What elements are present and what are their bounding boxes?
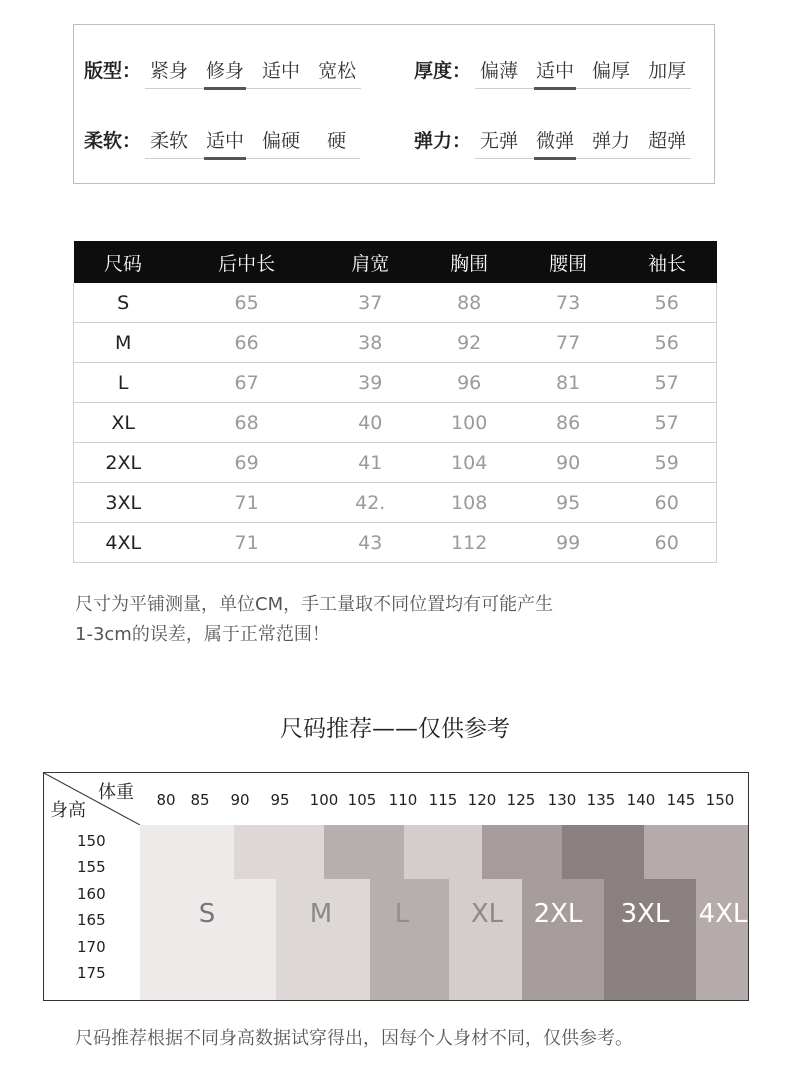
- size-zone-2xl: [522, 879, 604, 1001]
- attr-options: [475, 56, 691, 89]
- measure-cell: 57: [618, 403, 717, 443]
- measure-cell: 40: [321, 403, 420, 443]
- attr-options: [475, 126, 691, 159]
- measure-cell: 86: [519, 403, 618, 443]
- measure-cell: 68: [172, 403, 320, 443]
- size-zone-xl: [404, 825, 482, 879]
- recommend-title: 尺码推荐——仅供参考: [280, 716, 510, 742]
- size-zone-4xl: [696, 879, 749, 1001]
- size-cell: 2XL: [74, 443, 173, 483]
- weight-tick: 145: [666, 791, 696, 809]
- attr-fit: [84, 55, 361, 89]
- attr-softness: [84, 125, 360, 159]
- measure-cell: 59: [618, 443, 717, 483]
- measure-cell: 88: [420, 283, 519, 323]
- column-header: 袖长: [618, 241, 717, 283]
- measurement-note: [75, 590, 715, 650]
- size-zone-label: M: [309, 899, 333, 929]
- attr-option: 无弹: [480, 130, 519, 152]
- size-cell: L: [74, 363, 173, 403]
- size-zone-l: [370, 879, 449, 1001]
- height-tick: 160: [77, 885, 106, 903]
- weight-tick: 110: [388, 791, 418, 809]
- attr-option: 紧身: [150, 60, 189, 82]
- measure-cell: 99: [519, 523, 618, 563]
- measure-cell: 108: [420, 483, 519, 523]
- size-zone-label: S: [198, 899, 216, 929]
- table-row: [74, 363, 717, 403]
- note-line: 尺寸为平铺测量，单位CM，手工量取不同位置均有可能产生: [75, 594, 554, 615]
- size-zone-4xl: [644, 825, 749, 879]
- size-cell: 3XL: [74, 483, 173, 523]
- attr-option: 偏硬: [262, 130, 301, 152]
- measure-cell: 90: [519, 443, 618, 483]
- attr-option-selected: 微弹: [531, 126, 579, 158]
- attr-option: 宽松: [318, 60, 357, 82]
- height-tick: 170: [77, 938, 106, 956]
- weight-tick: 140: [626, 791, 656, 809]
- measure-cell: 66: [172, 323, 320, 363]
- size-zone-l: [324, 825, 404, 879]
- column-header: 肩宽: [321, 241, 420, 283]
- measure-cell: 65: [172, 283, 320, 323]
- size-zone-label: 4XL: [698, 899, 748, 929]
- attr-label: 厚度：: [414, 60, 472, 82]
- measure-cell: 56: [618, 283, 717, 323]
- measure-cell: 60: [618, 523, 717, 563]
- attr-options: [145, 56, 361, 89]
- size-zone-s: [140, 825, 234, 879]
- attr-label: 版型：: [84, 60, 142, 82]
- attr-option: 适中: [262, 60, 301, 82]
- table-row: [74, 283, 717, 323]
- size-zone-m: [276, 879, 370, 1001]
- size-zone-3xl: [562, 825, 644, 879]
- table-row: [74, 523, 717, 563]
- size-chart-table: [73, 241, 717, 563]
- attr-option-selected: 适中: [201, 126, 249, 158]
- attr-thickness: [414, 55, 691, 89]
- size-cell: 4XL: [74, 523, 173, 563]
- weight-tick: 100: [309, 791, 339, 809]
- table-row: [74, 443, 717, 483]
- measure-cell: 92: [420, 323, 519, 363]
- height-tick: 150: [77, 832, 106, 850]
- recommend-footnote: 尺码推荐根据不同身高数据试穿得出，因每个人身材不同，仅供参考。: [75, 1028, 633, 1049]
- size-cell: S: [74, 283, 173, 323]
- attr-options: [145, 126, 360, 159]
- fabric-attributes-panel: [73, 24, 715, 184]
- measure-cell: 67: [172, 363, 320, 403]
- measure-cell: 39: [321, 363, 420, 403]
- weight-tick: 125: [506, 791, 536, 809]
- corner-header: [44, 773, 140, 825]
- size-cell: XL: [74, 403, 173, 443]
- size-zone-xl: [449, 879, 522, 1001]
- measure-cell: 104: [420, 443, 519, 483]
- weight-tick: 135: [586, 791, 616, 809]
- weight-tick: 130: [547, 791, 577, 809]
- attr-label: 柔软：: [84, 130, 142, 152]
- measure-cell: 56: [618, 323, 717, 363]
- column-header: 后中长: [172, 241, 320, 283]
- size-zone-label: 3XL: [620, 899, 670, 929]
- measure-cell: 69: [172, 443, 320, 483]
- height-tick: 165: [77, 911, 106, 929]
- note-line: 1-3cm的误差，属于正常范围！: [75, 624, 330, 645]
- weight-tick: 150: [705, 791, 735, 809]
- size-zone-label: 2XL: [533, 899, 583, 929]
- attr-label: 弹力：: [414, 130, 472, 152]
- attr-option: 偏薄: [480, 60, 519, 82]
- attr-option: 加厚: [648, 60, 687, 82]
- size-zone-label: XL: [470, 899, 504, 929]
- weight-tick: 120: [467, 791, 497, 809]
- column-header: 胸围: [420, 241, 519, 283]
- weight-tick: 90: [230, 791, 250, 809]
- weight-tick: 85: [190, 791, 210, 809]
- measure-cell: 41: [321, 443, 420, 483]
- measure-cell: 38: [321, 323, 420, 363]
- measure-cell: 60: [618, 483, 717, 523]
- measure-cell: 37: [321, 283, 420, 323]
- attr-option: 偏厚: [592, 60, 631, 82]
- measure-cell: 81: [519, 363, 618, 403]
- table-row: [74, 403, 717, 443]
- height-axis-label: 身高: [50, 800, 86, 821]
- attr-option-selected: 修身: [201, 56, 249, 88]
- column-header: 尺码: [74, 241, 173, 283]
- measure-cell: 95: [519, 483, 618, 523]
- measure-cell: 112: [420, 523, 519, 563]
- size-zone-m: [234, 825, 324, 879]
- column-header: 腰围: [519, 241, 618, 283]
- attr-option: 超弹: [648, 130, 687, 152]
- table-row: [74, 323, 717, 363]
- measure-cell: 73: [519, 283, 618, 323]
- measure-cell: 77: [519, 323, 618, 363]
- measure-cell: 71: [172, 483, 320, 523]
- size-recommend-chart: [43, 772, 749, 1001]
- attr-elasticity: [414, 125, 691, 159]
- measure-cell: 71: [172, 523, 320, 563]
- size-cell: M: [74, 323, 173, 363]
- table-header-row: [74, 241, 717, 283]
- height-tick: 155: [77, 858, 106, 876]
- size-table-body: [74, 283, 717, 563]
- measure-cell: 96: [420, 363, 519, 403]
- attr-option: 弹力: [592, 130, 631, 152]
- attr-option: 硬: [327, 130, 347, 152]
- weight-axis-label: 体重: [98, 782, 134, 803]
- measure-cell: 100: [420, 403, 519, 443]
- weight-tick: 115: [428, 791, 458, 809]
- measure-cell: 43: [321, 523, 420, 563]
- attr-option-selected: 适中: [531, 56, 579, 88]
- size-zone-label: L: [394, 899, 410, 929]
- height-tick: 175: [77, 964, 106, 982]
- weight-tick: 105: [347, 791, 377, 809]
- measure-cell: 57: [618, 363, 717, 403]
- weight-tick: 95: [270, 791, 290, 809]
- attr-option: 柔软: [150, 130, 189, 152]
- measure-cell: 42.: [321, 483, 420, 523]
- weight-tick: 80: [156, 791, 176, 809]
- table-row: [74, 483, 717, 523]
- size-zone-3xl: [604, 879, 696, 1001]
- size-zone-2xl: [482, 825, 562, 879]
